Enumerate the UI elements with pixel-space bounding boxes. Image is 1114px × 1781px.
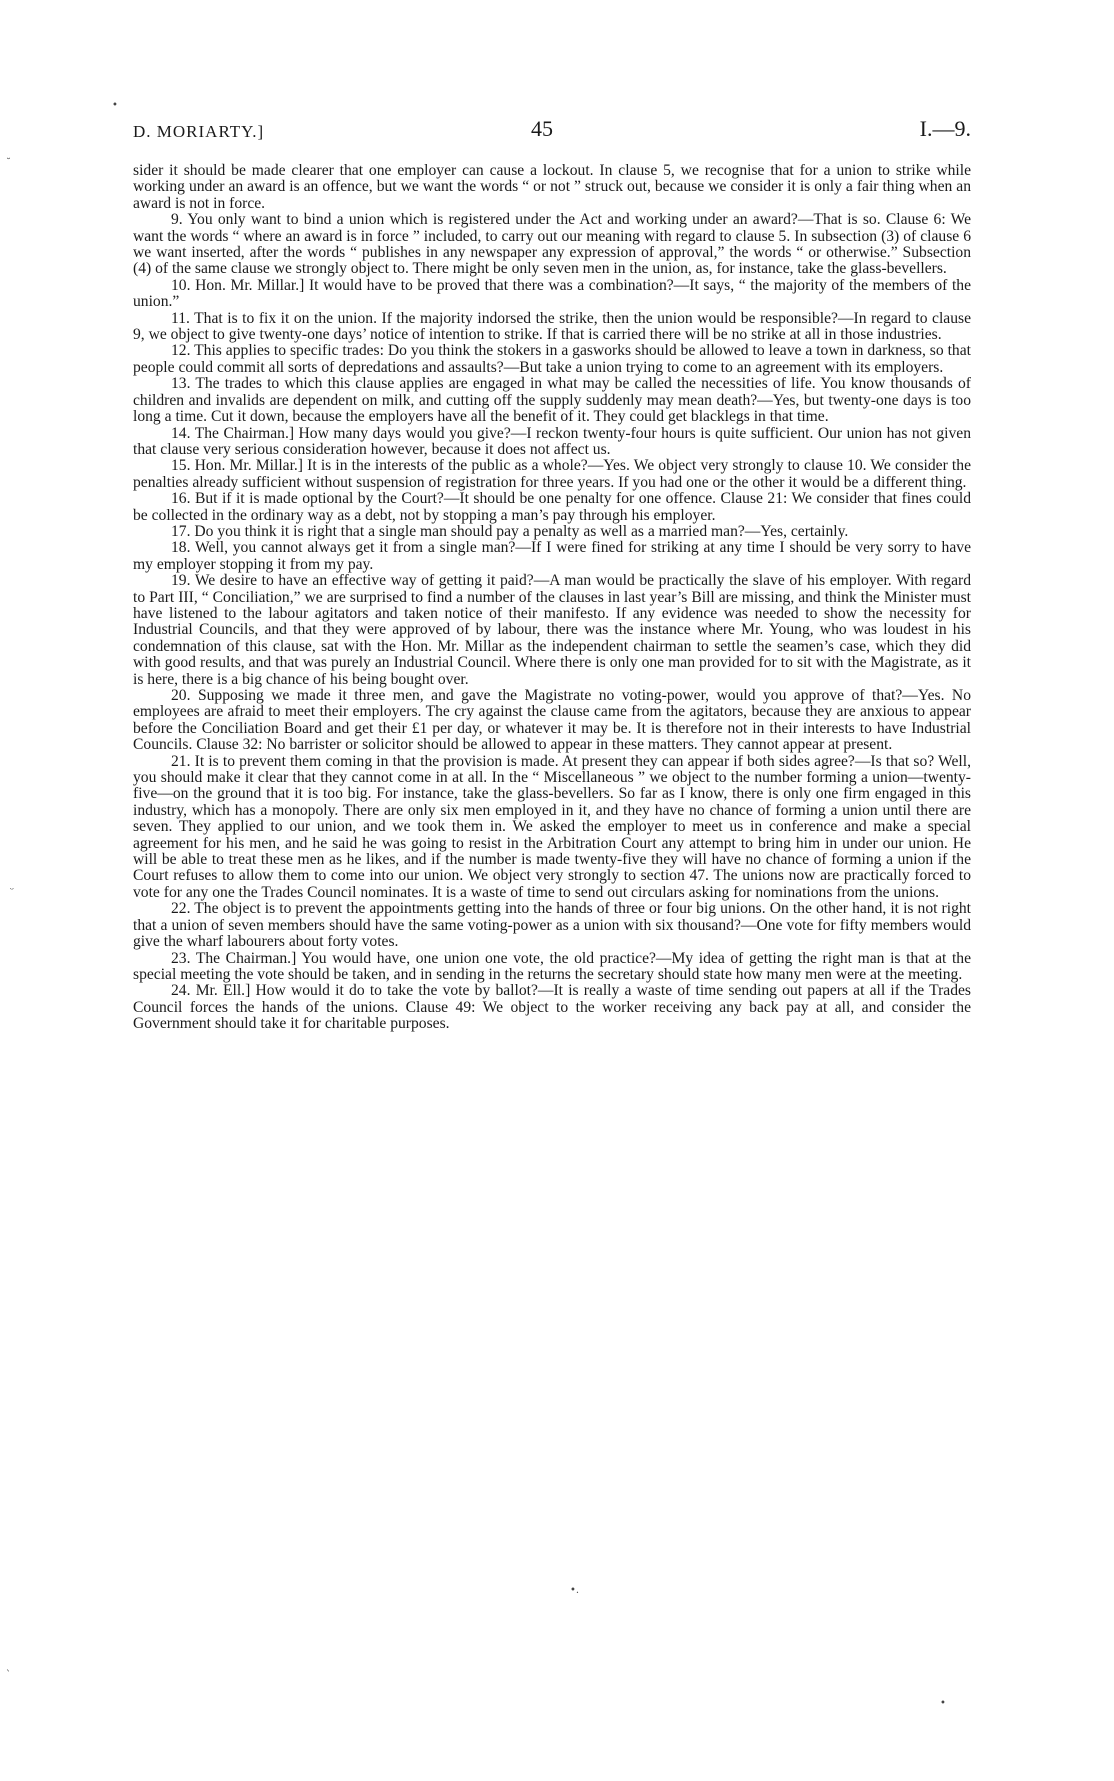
paragraph: sider it should be made clearer that one employer can cause a lockout. In clause 5, we recognise that for a union to strike while working under an award is an offence, but we want the words “ or not ” struck out, because we consider it is only a fair thing when an award is not in force. bbox=[133, 162, 971, 212]
scan-speck: • bbox=[112, 100, 118, 111]
paragraph: 9. You only want to bind a union which is registered under the Act and working under an award?—That is so. Clause 6: We want the words “ where an award is in force ” included, to carry out our meaning with regard to clause 5. In subsection (3) of clause 6 we want inserted, after the words “ publishes in any newspaper any expression of approval,” the words “ or otherwise.” Subsection (4) of the same clause we strongly object to. There might be only seven men in the union, as, for instance, take the glass-bevellers. bbox=[133, 211, 971, 278]
paragraph: 10. Hon. Mr. Millar.] It would have to be proved that there was a combination?—It says, “ the majority of the members of the union.” bbox=[133, 276, 971, 311]
paragraph: 13. The trades to which this clause applies are engaged in what may be called the necessities of life. You know thousands of children and invalids are dependent on milk, and cutting off the supply suddenly may mean death?—Yes, but twenty-one days is too long a time. Cut it down, because the employers have all the benefit of it. They could get blacklegs in that time. bbox=[133, 375, 971, 426]
paragraph: 19. We desire to have an effective way of getting it paid?—A man would be practically the slave of his employer. With regard to Part III, “ Conciliation,” we are surprised to find a number of the clauses in last year’s Bill are missing, and think the Minister must have listened to the labour agitators and taken notice of their manifesto. If any evidence was needed to show the necessity for Industrial Councils, and that they were approved of by labour, there was the instance where Mr. Young, who was loudest in his condemnation of this clause, sat with the Hon. Mr. Millar as the independent chairman to settle the seamen’s case, which they did with good results, and that was purely an Industrial Council. Where there is only one man provided for to sit with the Magistrate, as it is here, there is a big chance of his being bought over. bbox=[133, 572, 971, 688]
paragraph: 12. This applies to specific trades: Do you think the stokers in a gasworks should be allowed to leave a town in darkness, so that people could commit all sorts of depredations and assaults?—But take a union trying to come to an agreement with its employers. bbox=[133, 342, 971, 376]
scan-speck: •. bbox=[570, 1585, 580, 1596]
paragraph: 14. The Chairman.] How many days would you give?—I reckon twenty-four hours is quite sufficient. Our union has not given that clause very serious consideration however, because it does not affect us. bbox=[133, 424, 971, 458]
paper-reference: I.—9. bbox=[919, 116, 971, 141]
paragraph: 18. Well, you cannot always get it from a single man?—If I were fined for striking at any time I should be very sorry to have my employer stopping it from my pay. bbox=[133, 539, 971, 573]
paragraph: 24. Mr. Ell.] How would it do to take the vote by ballot?—It is really a waste of time sending out papers at all if the Trades Council forces the hands of the unions. Clause 49: We object to the worker receiving any back pay at all, and consider the Government should take it for charitable purposes. bbox=[133, 982, 971, 1033]
paragraph: 16. But if it is made optional by the Court?—It should be one penalty for one offence. Clause 21: We consider that fines could be collected in the ordinary way as a debt, not by stopping a man’s pay through his employer. bbox=[133, 490, 971, 524]
paragraph: 20. Supposing we made it three men, and gave the Magistrate no voting-power, would you approve of that?—Yes. No employees are afraid to meet their employers. The cry against the clause came from the agitators, because they are anxious to appear before the Conciliation Board and get their £1 per day, or whatever it may be. It is therefore not in their interests to have Industrial Councils. Clause 32: No barrister or solicitor should be allowed to appear in these matters. They cannot appear at present. bbox=[133, 687, 971, 754]
scan-speck: ˘ bbox=[6, 158, 11, 169]
paragraph: 11. That is to fix it on the union. If the majority indorsed the strike, then the union would be responsible?—In regard to clause 9, we object to give twenty-one days’ notice of intention to strike. If that is carried there will be no strike at all in those industries. bbox=[133, 309, 971, 344]
scan-speck: • bbox=[940, 1698, 946, 1709]
scan-speck: ˋ bbox=[6, 1670, 11, 1681]
paragraph: 22. The object is to prevent the appointments getting into the hands of three or four big unions. On the other hand, it is not right that a union of seven members should have the same voting-power as a union with six thousand?—One vote for fifty members would give the wharf labourers about forty votes. bbox=[133, 900, 971, 951]
witness-name: D. MORIARTY.] bbox=[133, 122, 265, 141]
page-header bbox=[133, 116, 971, 146]
paragraph: 15. Hon. Mr. Millar.] It is in the interests of the public as a whole?—Yes. We object very strongly to clause 10. We consider the penalties already sufficient without suspension of registration for three years. If you had one or the other it would be a different thing. bbox=[133, 457, 971, 491]
page-number: 45 bbox=[531, 116, 553, 141]
paragraph: 21. It is to prevent them coming in that the provision is made. At present they can appear if both sides agree?—Is that so? Well, you should make it clear that they cannot come in at all. In the “ Miscellaneous ” we object to the number forming a union—twenty-five—on the ground that it is too big. For instance, take the glass-bevellers. So far as I know, there is only one firm engaged in this industry, which has a monopoly. There are only six men employed in it, and they have no chance of forming a union until there are seven. They applied to our union, and we took them in. We asked the employer to meet us in conference and make a special agreement for his men, and he said he was going to resist in the Arbitration Court any attempt to bring him in under our union. He will be able to treat these men as he likes, and if the number is made twenty-five they will have no chance of forming a union if the Court refuses to allow them to come into our union. We object very strongly to section 47. The unions now are practically forced to vote for any one the Trades Council nominates. It is a waste of time to send out circulars asking for nominations from the unions. bbox=[133, 752, 971, 901]
evidence-body bbox=[133, 163, 971, 1033]
paragraph: 23. The Chairman.] You would have, one union one vote, the old practice?—My idea of getting the right man is that at the special meeting the vote should be taken, and in sending in the returns the secretary should state how many men were at the meeting. bbox=[133, 949, 971, 983]
paragraph: 17. Do you think it is right that a single man should pay a penalty as well as a married man?—Yes, certainly. bbox=[171, 522, 849, 540]
scan-speck: ᵕ bbox=[10, 885, 14, 896]
